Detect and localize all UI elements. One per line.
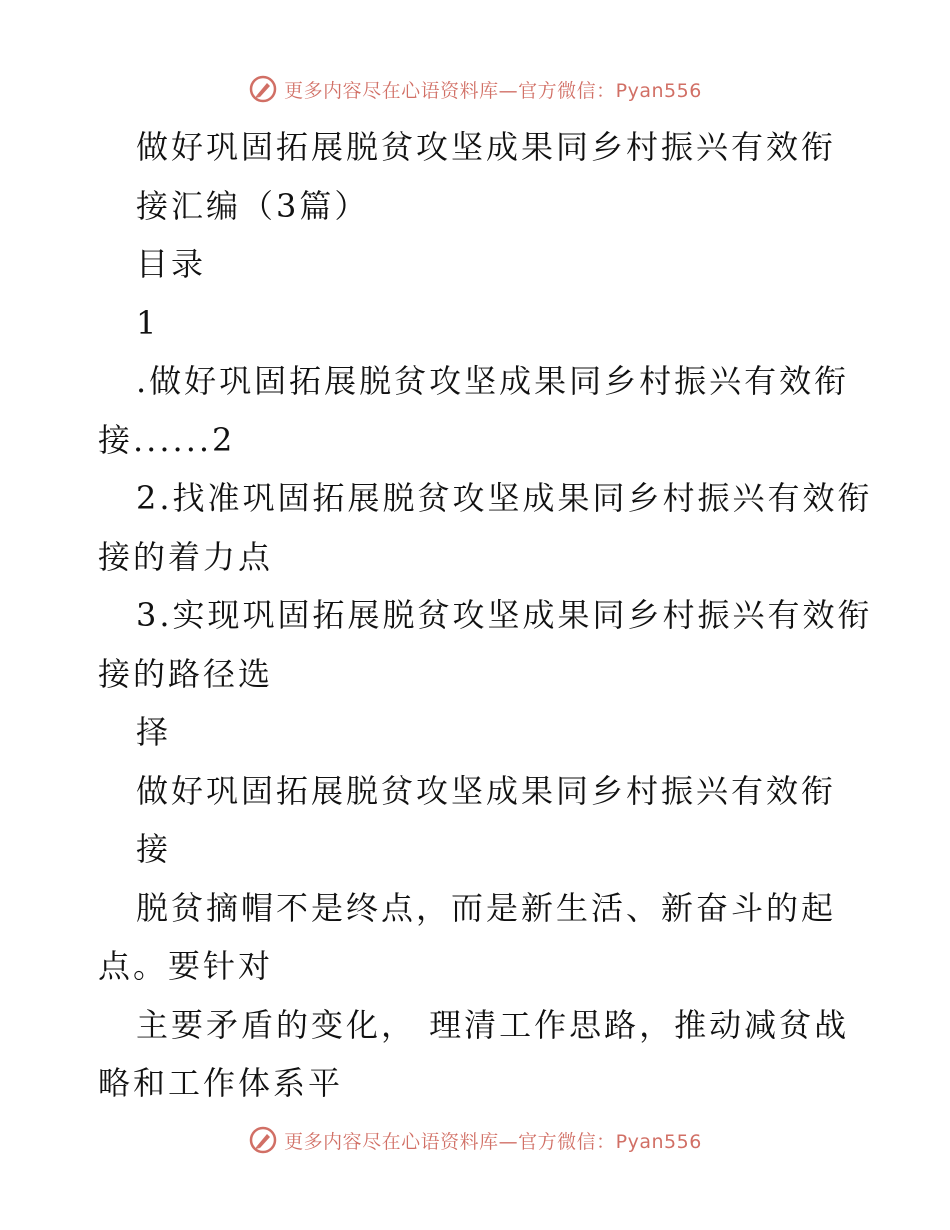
- text-line: 接的路径选: [98, 654, 274, 693]
- text-line: 脱贫摘帽不是终点，而是新生活、新奋斗的起: [136, 888, 837, 927]
- text-line: .做好巩固拓展脱贫攻坚成果同乡村振兴有效衔: [136, 362, 850, 400]
- text-line: 接......2: [98, 420, 236, 459]
- text-line: 接的着力点: [98, 537, 274, 576]
- text-line: 1: [136, 303, 160, 342]
- footer-watermark: [0, 1125, 950, 1155]
- text-line: 2.找准巩固拓展脱贫攻坚成果同乡村振兴有效衔: [136, 479, 873, 517]
- header-watermark: [0, 74, 950, 104]
- pen-circle-icon: [248, 74, 278, 104]
- text-line: 择: [136, 713, 172, 751]
- text-line: 做好巩固拓展脱贫攻坚成果同乡村振兴有效衔: [136, 128, 837, 166]
- watermark-text: 更多内容尽在心语资料库—官方微信：Pyan556: [284, 79, 702, 102]
- text-line: 点。要针对: [98, 947, 274, 985]
- text-line: 做好巩固拓展脱贫攻坚成果同乡村振兴有效衔: [136, 771, 837, 810]
- text-line: 主要矛盾的变化， 理清工作思路，推动减贫战: [136, 1005, 850, 1044]
- pen-circle-icon: [248, 1125, 278, 1155]
- text-line: 3.实现巩固拓展脱贫攻坚成果同乡村振兴有效衔: [136, 596, 873, 634]
- text-line: 接: [136, 830, 172, 868]
- text-line: 略和工作体系平: [98, 1064, 344, 1102]
- document-body: [0, 118, 950, 1113]
- watermark-text: 更多内容尽在心语资料库—官方微信：Pyan556: [284, 1130, 702, 1153]
- text-line: 接汇编（3篇）: [136, 186, 370, 225]
- text-line: 目录: [136, 245, 207, 283]
